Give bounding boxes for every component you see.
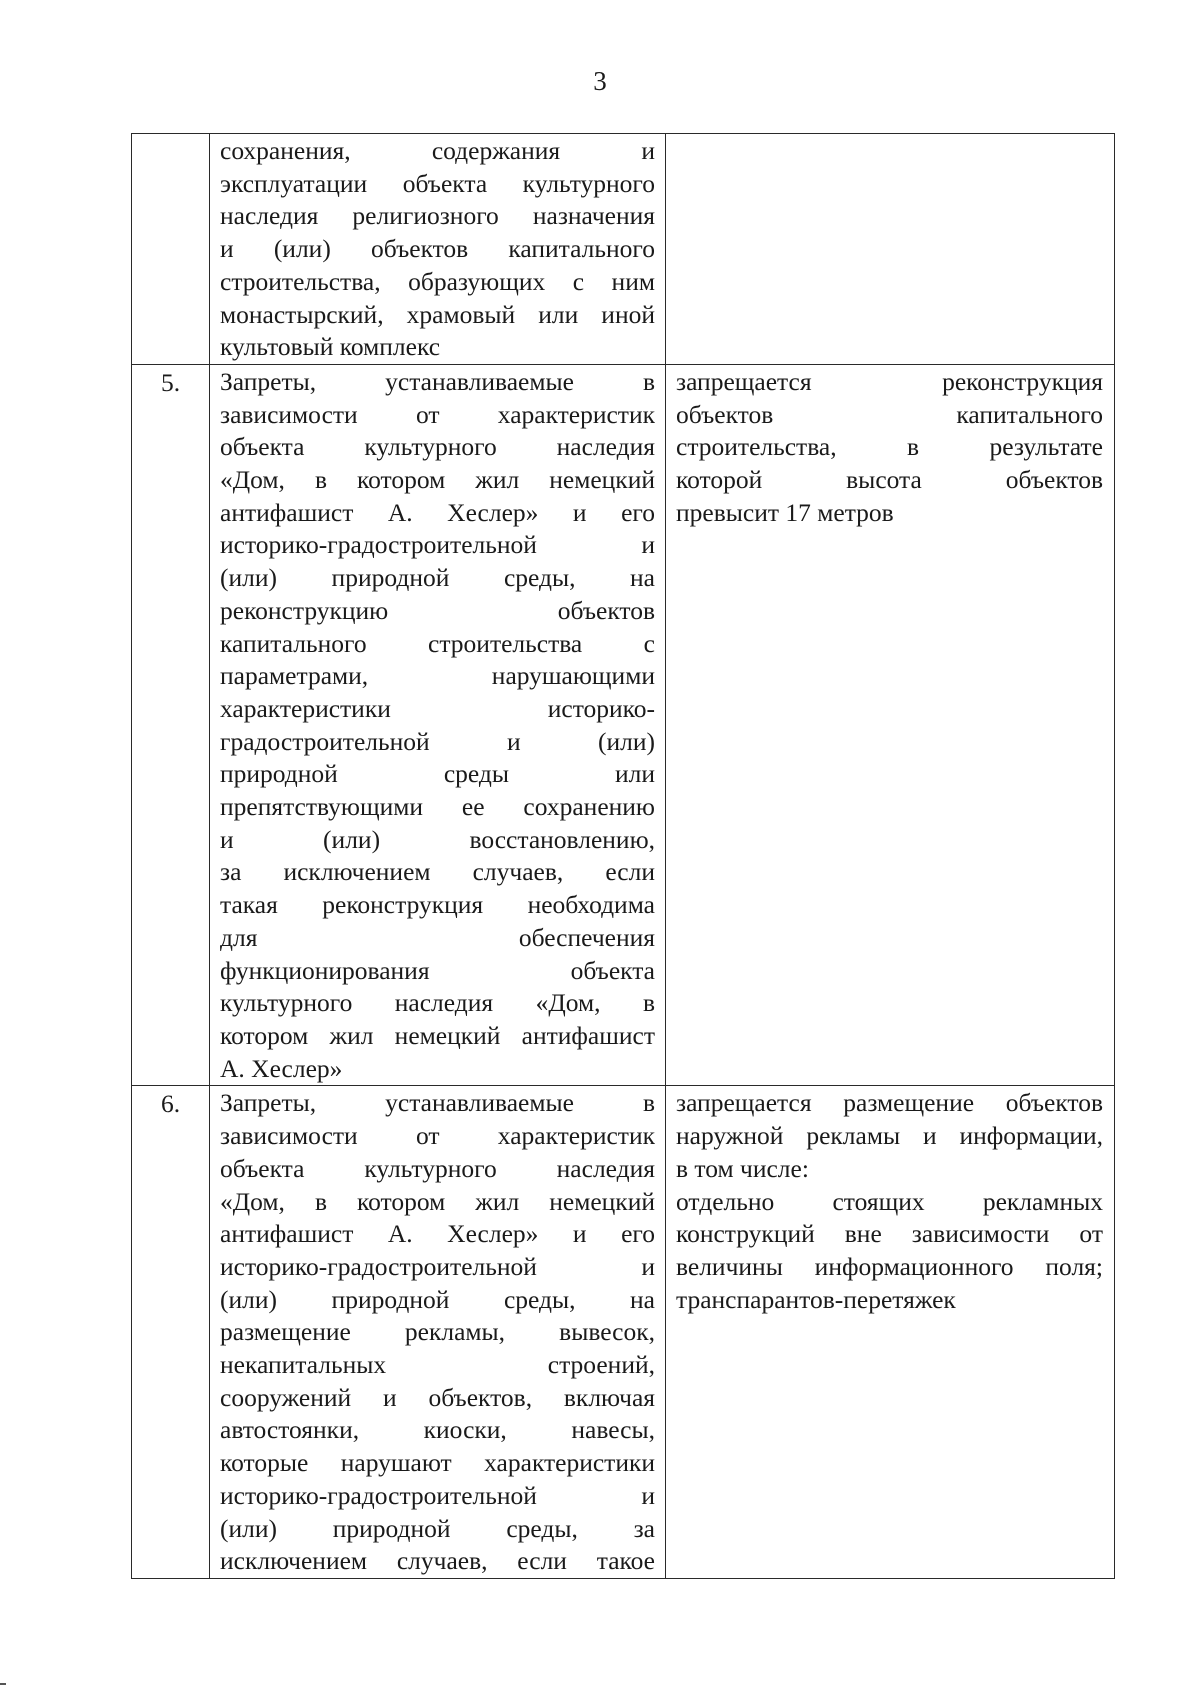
ban-line: историко-градостроительной и: [220, 1480, 655, 1510]
requirement-line: отдельно стоящих рекламных: [676, 1186, 1103, 1216]
ban-line: природной среды или: [220, 759, 655, 789]
ban-line: некапитальных строений,: [220, 1350, 655, 1380]
requirement-cell: [666, 1086, 1115, 1579]
ban-line: антифашист А. Хеслер» и его: [220, 1219, 655, 1249]
ban-line: историко-градостроительной и: [220, 1251, 655, 1281]
row-number: 6.: [160, 1089, 181, 1119]
ban-line: эксплуатации объекта культурного: [220, 168, 655, 198]
ban-line: котором жил немецкий антифашист: [220, 1020, 655, 1050]
requirement-line: объектов капитального: [676, 399, 1103, 429]
row-number-cell: [132, 134, 210, 365]
ban-line: «Дом, в котором жил немецкий: [220, 1186, 655, 1216]
ban-line: антифашист А. Хеслер» и его: [220, 497, 655, 527]
ban-line: монастырский, храмовый или иной: [220, 299, 655, 329]
row-number: 5.: [160, 367, 181, 397]
ban-line: наследия религиозного назначения: [220, 201, 655, 231]
requirement-line: которой высота объектов: [676, 465, 1103, 495]
ban-line: (или) природной среды, на: [220, 1284, 655, 1314]
ban-cell: [210, 134, 666, 365]
ban-line: функционирования объекта: [220, 955, 655, 985]
requirement-line: величины информационного поля;: [676, 1251, 1103, 1281]
table-row: [132, 364, 1115, 1085]
ban-line: (или) природной среды, на: [220, 563, 655, 593]
ban-line: культовый комплекс: [220, 332, 441, 362]
requirement-line: транспарантов-перетяжек: [676, 1284, 956, 1314]
row-number-cell: [132, 364, 210, 1085]
requirement-cell: [666, 134, 1115, 365]
ban-line: строительства, образующих с ним: [220, 266, 655, 296]
ban-line: капитального строительства с: [220, 628, 655, 658]
ban-line: зависимости от характеристик: [220, 1121, 655, 1151]
ban-line: «Дом, в котором жил немецкий: [220, 465, 655, 495]
ban-line: культурного наследия «Дом, в: [220, 988, 655, 1018]
ban-line: зависимости от характеристик: [220, 399, 655, 429]
ban-line: Запреты, устанавливаемые в: [220, 366, 655, 396]
ban-line: Запреты, устанавливаемые в: [220, 1088, 655, 1118]
ban-line: характеристики историко-: [220, 693, 655, 723]
requirement-line: наружной рекламы и информации,: [676, 1121, 1103, 1151]
requirement-line: запрещается реконструкция: [676, 366, 1103, 396]
page-number: 3: [593, 66, 607, 96]
ban-line: препятствующими ее сохранению: [220, 792, 655, 822]
ban-line: за исключением случаев, если: [220, 857, 655, 887]
requirement-line: конструкций вне зависимости от: [676, 1219, 1103, 1249]
table-row: [132, 134, 1115, 365]
ban-line: А. Хеслер»: [220, 1053, 343, 1083]
requirement-line: в том числе:: [676, 1153, 809, 1183]
scan-edge-mark: [0, 1683, 6, 1685]
row-number-cell: [132, 1086, 210, 1579]
ban-cell: [210, 1086, 666, 1579]
ban-line: (или) природной среды, за: [220, 1513, 655, 1543]
requirement-line: строительства, в результате: [676, 432, 1103, 462]
ban-cell: [210, 364, 666, 1085]
ban-line: сооружений и объектов, включая: [220, 1382, 655, 1412]
ban-line: автостоянки, киоски, навесы,: [220, 1415, 655, 1445]
ban-line: размещение рекламы, вывесок,: [220, 1317, 655, 1347]
restrictions-table: [131, 133, 1115, 1579]
table-row: [132, 1086, 1115, 1579]
requirement-line: превысит 17 метров: [676, 497, 894, 527]
ban-line: объекта культурного наследия: [220, 1153, 655, 1183]
ban-line: историко-градостроительной и: [220, 530, 655, 560]
ban-line: которые нарушают характеристики: [220, 1448, 655, 1478]
ban-line: и (или) объектов капитального: [220, 234, 655, 264]
ban-line: объекта культурного наследия: [220, 432, 655, 462]
requirement-line: запрещается размещение объектов: [676, 1088, 1103, 1118]
ban-line: реконструкцию объектов: [220, 595, 655, 625]
ban-line: такая реконструкция необходима: [220, 890, 655, 920]
ban-line: и (или) восстановлению,: [220, 824, 655, 854]
ban-line: исключением случаев, если такое: [220, 1546, 655, 1576]
ban-line: для обеспечения: [220, 922, 655, 952]
ban-line: сохранения, содержания и: [220, 136, 655, 165]
ban-line: градостроительной и (или): [220, 726, 655, 756]
ban-line: параметрами, нарушающими: [220, 661, 655, 691]
requirement-cell: [666, 364, 1115, 1085]
